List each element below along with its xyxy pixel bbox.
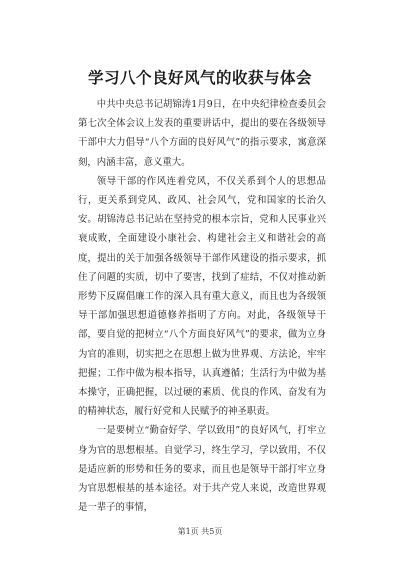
paragraph-1: 中共中央总书记胡锦涛1月9日，在中央纪律检查委员会第七次全体会议上发表的重要讲话中，提出的要在各级领导干部中大力倡导“八个方面的良好风气”的指示要求，寓意深刻，内涵丰富，意义重大。	[78, 99, 326, 168]
paragraph-2: 领导干部的作风连着党风，不仅关系到个人的思想品行，更关系到党风、政风、社会风气，党和国家的长治久安。胡锦涛总书记站在坚持党的根本宗旨，党和人民事业兴衰成败，全面建设小康社会、构建社会主义和谐社会的高度，提出的关于加强各级领导干部作风建设的指示要求，抓住了问题的实质，切中了要害，找到了症结，不仅对推动新形势下反腐倡廉工作的深入具有重大意义，而且也为各级领导干部加强思想道德修养指明了方向。对此，各级领导干部，要自觉的把树立“八个方面良好风气”的要求，做为立身为官的准则，切实把之在思想上做为世界观、方法论，牢牢把握；工作中做为根本指导，认真遵循；生活行为中做为基本操守，正确把握，以过硬的素质、优良的作风、奋发有为的精神状态，履行好党和人民赋予的神圣职责。	[78, 175, 326, 418]
document-body	[78, 95, 326, 517]
paragraph-3: 一是要树立“勤奋好学、学以致用”的良好风气，打牢立身为官的思想根基。自觉学习，终生学习，学以致用，不仅是适应新的形势和任务的要求，而且也是领导干部打牢立身为官思想根基的基本途径。对于共产党人来说，改造世界观是一辈子的事情，	[78, 425, 326, 514]
document-title: 学习八个良好风气的收获与体会	[87, 68, 312, 87]
page-footer: 第1页 共5页	[177, 527, 223, 536]
